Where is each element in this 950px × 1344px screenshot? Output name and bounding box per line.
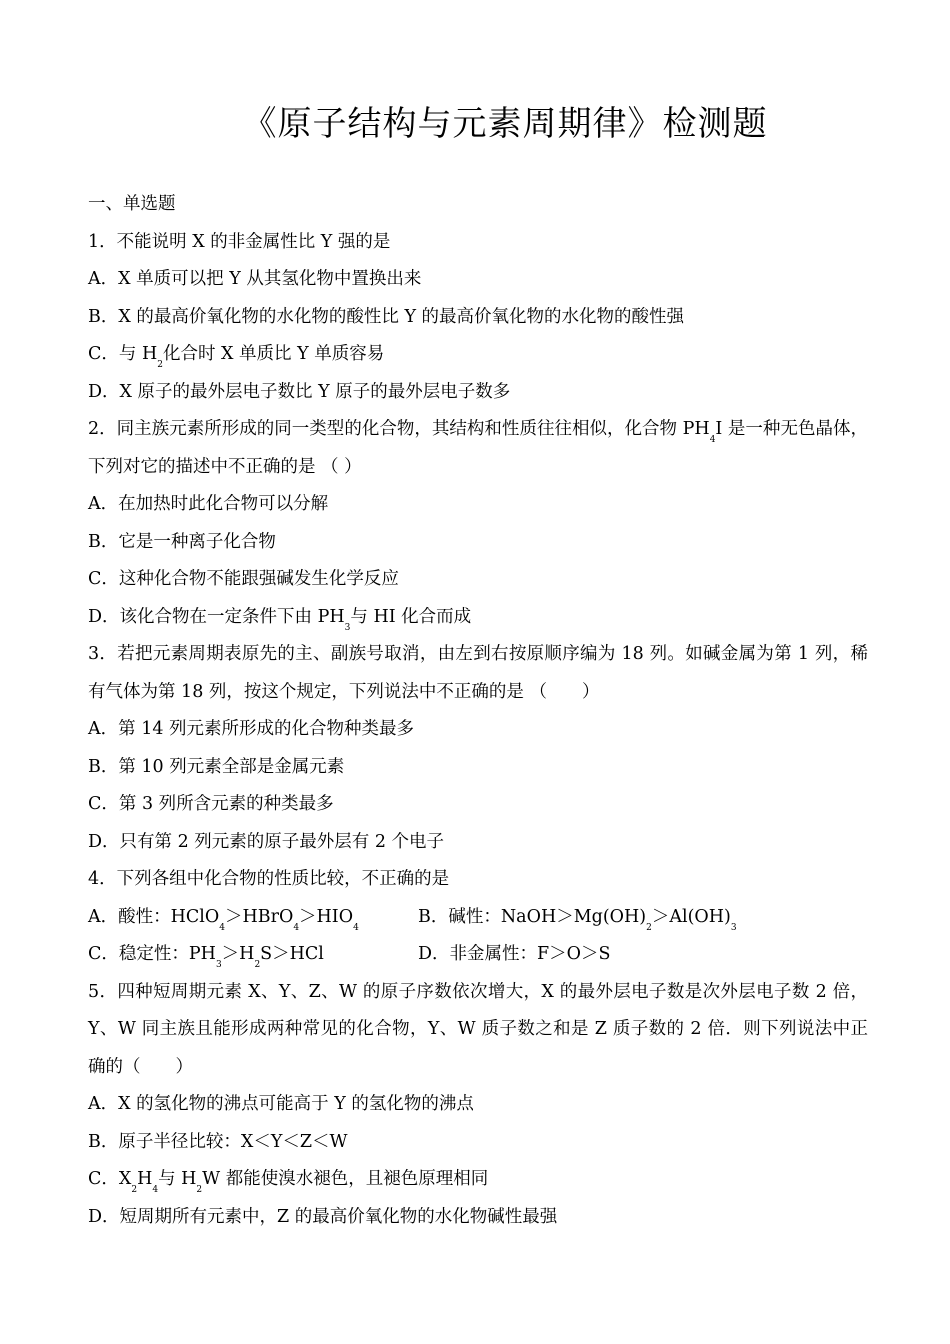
subscript: 2 (646, 922, 652, 933)
q2-option-a: A．在加热时此化合物可以分解 (88, 494, 329, 514)
q5-option-a: A．X 的氢化物的沸点可能高于 Y 的氢化物的沸点 (88, 1094, 474, 1114)
q5-option-c (88, 1161, 868, 1199)
q3-stem: 3．若把元素周期表原先的主、副族号取消，由左到右按原顺序编为 18 列。如碱金属为第 1 列，稀有气体为第 18 列，按这个规定，下列说法中不正确的是 （ ） (88, 644, 868, 702)
subscript: 2 (131, 1185, 138, 1195)
q1-option-c (88, 336, 868, 374)
q2-option-c: C．这种化合物不能跟强碱发生化学反应 (88, 569, 399, 589)
subscript: 4 (152, 1185, 159, 1195)
subscript: 3 (730, 922, 737, 933)
formula-text: A．酸性：HClO (88, 906, 220, 927)
subscript: 4 (219, 922, 225, 933)
subscript: 2 (157, 360, 163, 370)
q2-stem-text: 2．同主族元素所形成的同一类型的化合物，其结构和性质往往相似，化合物 PH (88, 419, 710, 439)
q5-option-b: B．原子半径比较：X＜Y＜Z＜W (88, 1131, 348, 1152)
q4-option-c (88, 936, 418, 974)
page-title: 《原子结构与元素周期律》检测题 (242, 104, 768, 144)
q1-option-c-text-rest: 化合时 X 单质比 Y 单质容易 (162, 344, 385, 364)
q1-option-b: B．X 的最高价氧化物的水化物的酸性比 Y 的最高价氧化物的水化物的酸性强 (88, 306, 685, 327)
q1-option-d: D．X 原子的最外层电子数比 Y 原子的最外层电子数多 (88, 381, 511, 402)
q3-option-c: C．第 3 列所含元素的种类最多 (88, 794, 334, 814)
q3-option-b: B．第 10 列元素全部是金属元素 (88, 756, 345, 777)
formula-text: H (137, 1169, 153, 1189)
formula-text: C．稳定性：PH (88, 944, 216, 964)
subscript: 2 (196, 1185, 203, 1195)
q1-option-a: A．X 单质可以把 Y 从其氢化物中置换出来 (88, 269, 422, 289)
formula-text: ＞HBrO (224, 906, 294, 927)
q3-option-a: A．第 14 列元素所形成的化合物种类最多 (88, 719, 415, 739)
formula-text: ＞HIO (299, 906, 354, 927)
q2-stem-text-rest: I 是一种无色晶体，下列对它的描述中不正确的是 （ ） (88, 419, 868, 477)
question-list (88, 186, 868, 1236)
formula-text: B．碱性：NaOH＞Mg(OH) (418, 906, 647, 927)
formula-text: ＞H (221, 944, 255, 964)
q4-options-ab (88, 899, 868, 937)
formula-text: C．X (88, 1169, 132, 1189)
q2-option-d (88, 599, 868, 637)
q5-stem: 5．四种短周期元素 X、Y、Z、W 的原子序数依次增大，X 的最外层电子数是次外层电子数 2 倍，Y、W 同主族且能形成两种常见的化合物，Y、W 质子数之和是 Z 质子数的 2 倍．则下列说法中正确的（ ） (88, 981, 868, 1077)
subscript: 4 (353, 922, 359, 933)
subscript: 3 (215, 960, 222, 970)
q3-option-d: D．只有第 2 列元素的原子最外层有 2 个电子 (88, 831, 445, 852)
q2-stem (88, 411, 868, 486)
q2-option-b: B．它是一种离子化合物 (88, 531, 276, 552)
q1-option-c-text: C．与 H (88, 344, 158, 364)
section-heading: 一、单选题 (88, 194, 176, 214)
q2-option-d-text: D．该化合物在一定条件下由 PH (88, 606, 345, 627)
q4-option-a (88, 899, 418, 937)
q2-option-d-text-rest: 与 HI 化合而成 (350, 606, 472, 627)
subscript: 3 (344, 622, 351, 633)
q4-stem: 4．下列各组中化合物的性质比较，不正确的是 (88, 869, 450, 889)
q1-stem: 1．不能说明 X 的非金属性比 Y 强的是 (88, 231, 391, 252)
subscript: 2 (254, 960, 261, 970)
formula-text: 与 H (158, 1169, 197, 1189)
q5-option-d: D．短周期所有元素中，Z 的最高价氧化物的水化物碱性最强 (88, 1206, 558, 1227)
q4-options-cd (88, 936, 868, 974)
subscript: 4 (293, 922, 300, 933)
q4-option-b (418, 899, 748, 937)
subscript: 4 (709, 435, 716, 445)
formula-text: S＞HCl (260, 944, 324, 964)
formula-text: W 都能使溴水褪色，且褪色原理相同 (202, 1169, 489, 1189)
formula-text: ＞Al(OH) (651, 906, 731, 927)
q4-option-d: D．非金属性：F＞O＞S (418, 944, 611, 964)
